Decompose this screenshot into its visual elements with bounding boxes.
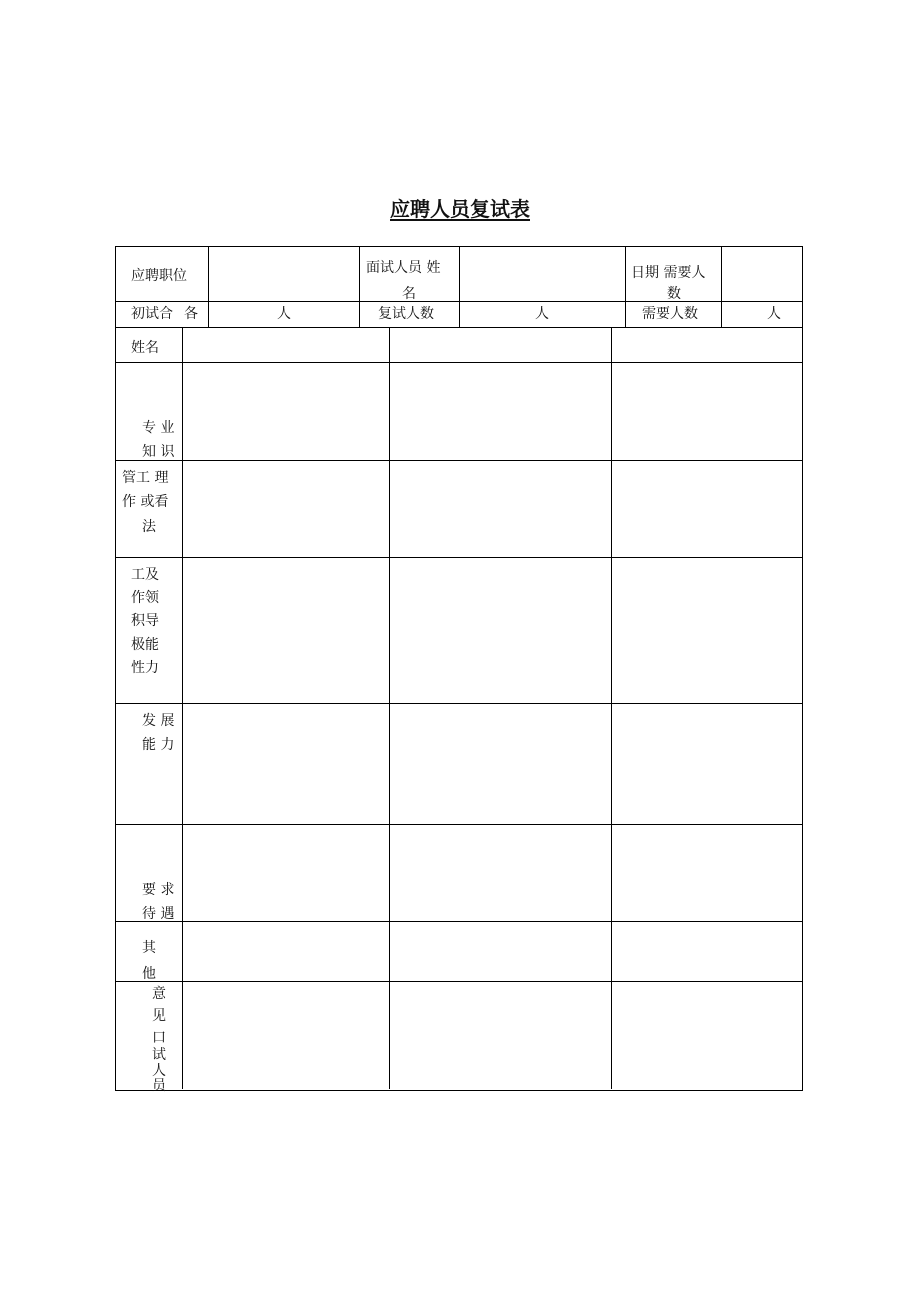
row-divider-management <box>116 557 802 558</box>
initial-pass-label-overlap: 各 <box>184 306 198 322</box>
row-divider-other <box>116 981 802 982</box>
leadership-label-line4: 极能 <box>131 637 159 653</box>
row-divider-knowledge <box>116 460 802 461</box>
position-value-cell[interactable] <box>209 247 360 302</box>
col-divider-3 <box>611 327 612 1089</box>
opinion-label-line3: 口 <box>152 1030 166 1046</box>
opinion-label-line2: 见 <box>152 1008 166 1024</box>
row-divider-name <box>116 362 802 363</box>
opinion-label-line5: 人 <box>152 1063 166 1079</box>
interviewer-value-cell[interactable] <box>460 247 626 302</box>
interviewer-label-line1: 面试人员 姓 <box>366 260 441 276</box>
leadership-label-line1: 工及 <box>131 567 159 583</box>
position-label: 应聘职位 <box>131 268 187 284</box>
date-value-cell[interactable] <box>722 247 803 302</box>
retest-count-label: 复试人数 <box>378 306 434 322</box>
needed-count-value-cell[interactable] <box>722 302 803 327</box>
salary-label-line1: 要 求 <box>142 882 175 898</box>
col-divider-1 <box>182 327 183 1089</box>
person-unit-2: 人 <box>535 306 549 322</box>
knowledge-label-line1: 专 业 <box>142 420 175 436</box>
needed-count-label: 需要人数 <box>642 306 698 322</box>
salary-label-line2: 待 遇 <box>142 906 175 922</box>
opinion-label-line1: 意 <box>152 986 166 1002</box>
leadership-label-line2: 作领 <box>131 590 159 606</box>
leadership-label-line5: 性力 <box>131 660 159 676</box>
management-label-line3: 法 <box>142 519 156 535</box>
initial-pass-label: 初试合 <box>131 306 173 322</box>
leadership-label-line3: 积导 <box>131 613 159 629</box>
page-title: 应聘人员复试表 <box>390 197 530 221</box>
header-table <box>115 246 803 328</box>
evaluation-table <box>115 327 803 1091</box>
row-divider-development <box>116 824 802 825</box>
interviewer-label-line2: 名 <box>402 286 416 302</box>
name-label: 姓名 <box>131 340 159 356</box>
other-label-line1: 其 <box>142 940 156 956</box>
management-label-line1: 管工 理 <box>122 470 169 486</box>
other-label-line2: 他 <box>142 966 156 982</box>
date-label-line1: 日期 需要人 <box>631 265 706 281</box>
row-divider-leadership <box>116 703 802 704</box>
opinion-label-line6: 员 <box>152 1078 166 1094</box>
development-label-line1: 发 展 <box>142 713 175 729</box>
row-divider-salary <box>116 921 802 922</box>
development-label-line2: 能 力 <box>142 737 175 753</box>
date-label-line2: 数 <box>667 286 681 302</box>
opinion-label-line4: 试 <box>152 1047 166 1063</box>
management-label-line2: 作 或看 <box>122 494 169 510</box>
knowledge-label-line2: 知 识 <box>142 444 175 460</box>
col-divider-2 <box>389 327 390 1089</box>
person-unit-3: 人 <box>767 306 781 322</box>
person-unit-1: 人 <box>277 306 291 322</box>
